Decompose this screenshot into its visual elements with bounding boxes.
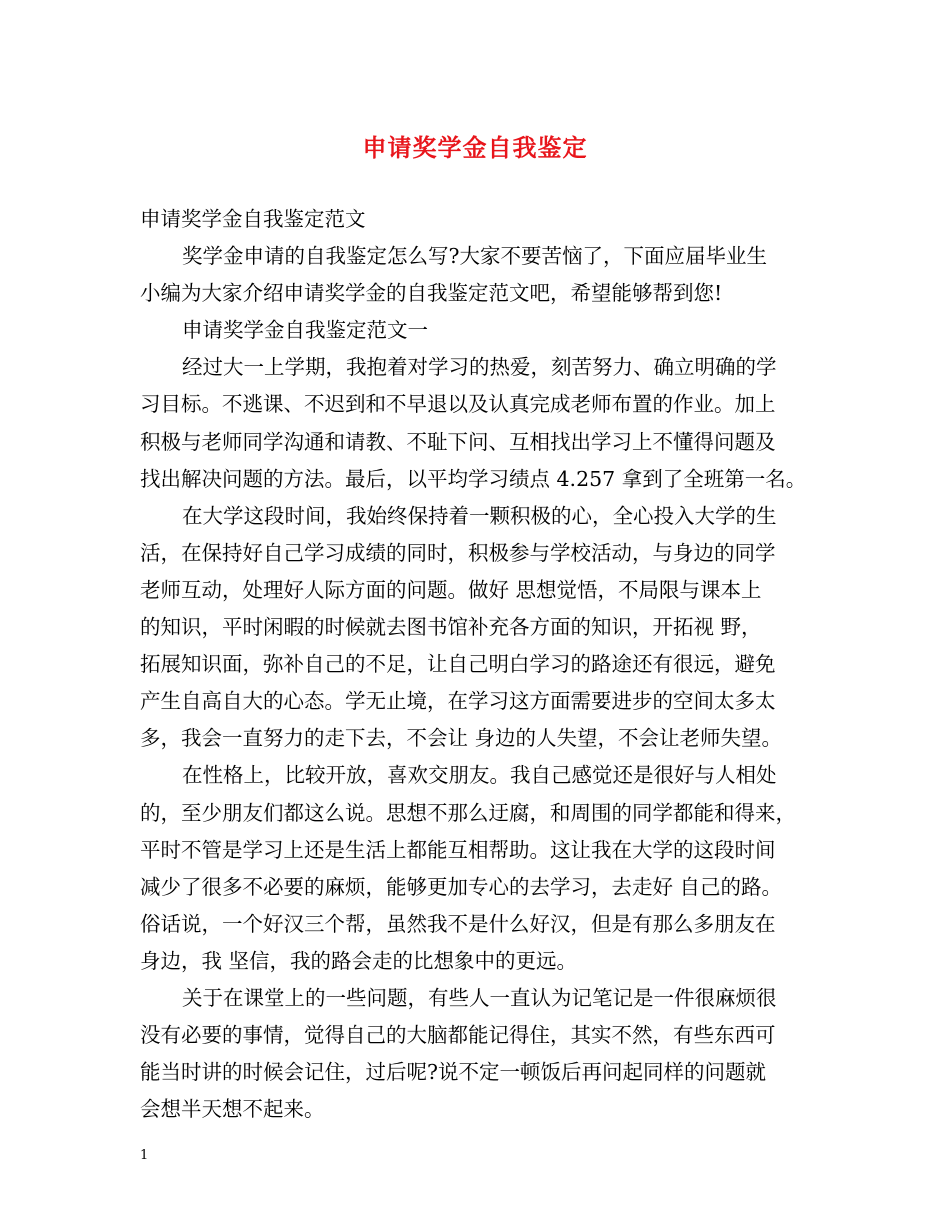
text-line: 老师互动，处理好人际方面的问题。做好 思想觉悟，不局限与课本上 — [140, 577, 762, 602]
text-line: 奖学金申请的自我鉴定怎么写?大家不要苦恼了，下面应届毕业生 — [182, 244, 767, 269]
text-line: 减少了很多不必要的麻烦，能够更加专心的去学习，去走好 自己的路。 — [140, 874, 783, 899]
text-line: 积极与老师同学沟通和请教、不耻下问、互相找出学习上不懂得问题及 — [140, 429, 776, 454]
text-line: 能当时讲的时候会记住，过后呢?说不定一顿饭后再问起同样的问题就 — [140, 1060, 766, 1085]
text-line: 申请奖学金自我鉴定范文 — [140, 207, 366, 231]
text-line: 俗话说，一个好汉三个帮，虽然我不是什么好汉，但是有那么多朋友在 — [140, 911, 776, 936]
text-line: 没有必要的事情，觉得自己的大脑都能记得住，其实不然，有些东西可 — [140, 1023, 776, 1048]
text-line: 的知识，平时闲暇的时候就去图书馆补充各方面的知识，开拓视 野， — [140, 615, 762, 640]
text-line: 经过大一上学期，我抱着对学习的热爱，刻苦努力、确立明确的学 — [182, 355, 777, 380]
text-line: 关于在课堂上的一些问题，有些人一直认为记笔记是一件很麻烦很 — [182, 985, 777, 1010]
text-line: 习目标。不逃课、不迟到和不早退以及认真完成老师布置的作业。加上 — [140, 392, 776, 417]
text-line: 会想半天想不起来。 — [140, 1097, 325, 1122]
text-line: 多，我会一直努力的走下去，不会让 身边的人失望，不会让老师失望。 — [140, 726, 783, 751]
text-line: 在大学这段时间，我始终保持着一颗积极的心，全心投入大学的生 — [182, 503, 777, 528]
text-line: 申请奖学金自我鉴定范文一 — [182, 318, 428, 343]
text-line: 平时不管是学习上还是生活上都能互相帮助。这让我在大学的这段时间 — [140, 837, 776, 862]
text-line: 身边，我 坚信，我的路会走的比想象中的更远。 — [140, 948, 578, 973]
text-line: 的，至少朋友们都这么说。思想不那么迂腐，和周围的同学都能和得来， — [140, 800, 796, 825]
page-number: 1 — [140, 1148, 149, 1163]
text-line: 小编为大家介绍申请奖学金的自我鉴定范文吧，希望能够帮到您! — [140, 281, 723, 306]
text-line: 产生自高自大的心态。学无止境，在学习这方面需要进步的空间太多太 — [140, 689, 776, 714]
document-body — [140, 201, 816, 1128]
document-title: 申请奖学金自我鉴定 — [362, 133, 588, 162]
text-line: 在性格上，比较开放，喜欢交朋友。我自己感觉还是很好与人相处 — [182, 763, 777, 788]
text-line: 找出解决问题的方法。最后，以平均学习绩点 4.257 拿到了全班第一名。 — [140, 466, 807, 491]
text-line: 拓展知识面，弥补自己的不足，让自己明白学习的路途还有很远，避免 — [140, 652, 776, 677]
text-line: 活，在保持好自己学习成绩的同时，积极参与学校活动，与身边的同学 — [140, 540, 776, 565]
